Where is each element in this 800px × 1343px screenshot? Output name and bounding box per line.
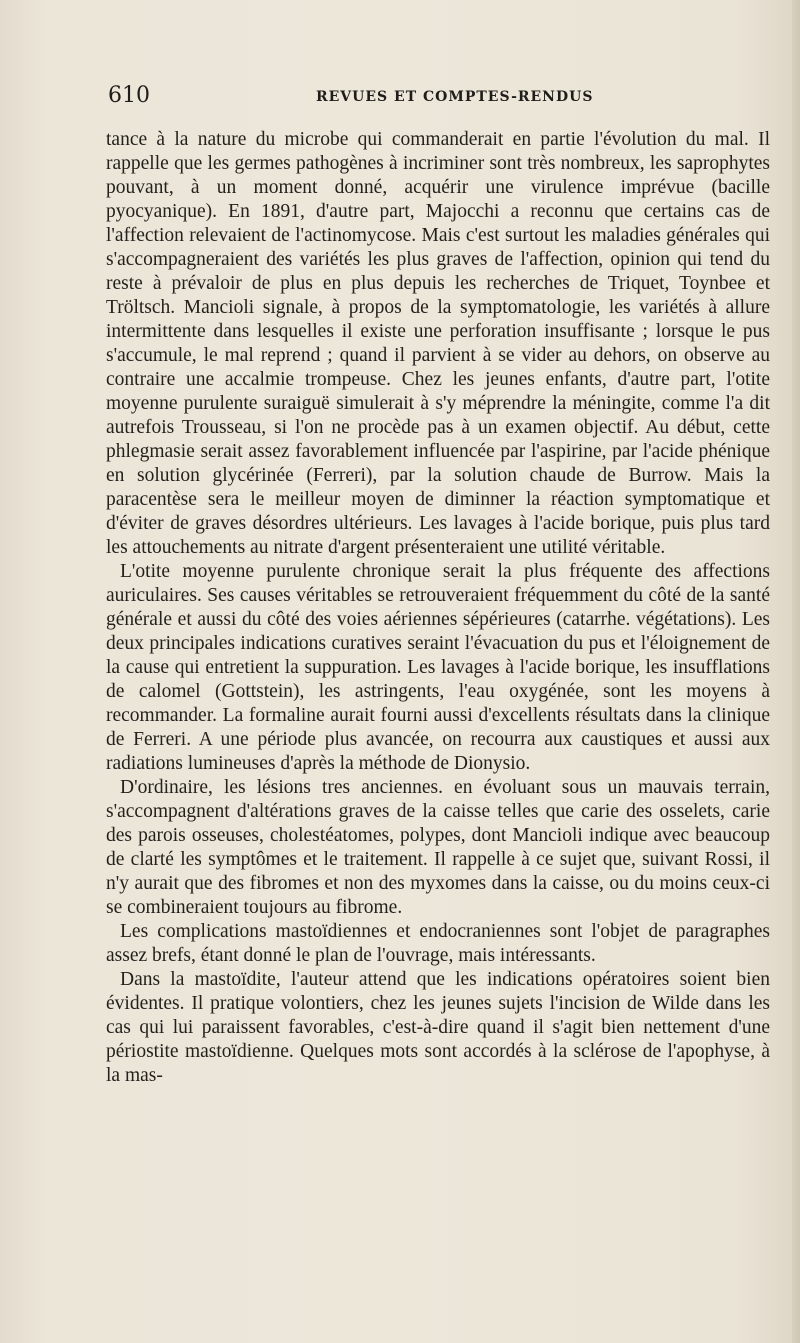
paragraph-old-lesions: D'ordinaire, les lésions tres anciennes. en évoluant sous un mauvais terrain, s'accompagnent d'altérations graves de la caisse telles que carie des osselets, carie des parois osseuses, cholestéatomes, polypes, dont Mancioli indique avec beaucoup de clarté les symptômes et le traitement. Il rappelle à ce sujet que, suivant Rossi, il n'y aurait que des fibromes et non des myxomes dans la caisse, ou du moins ceux-ci se combineraient toujours au fibrome. bbox=[106, 777, 770, 918]
page-header bbox=[108, 82, 768, 110]
page-edge bbox=[792, 0, 800, 1343]
paragraph-continuation: tance à la nature du microbe qui commanderait en partie l'évolution du mal. Il rappelle que les germes pathogènes à incriminer sont très nombreux, les saprophytes pouvant, à un moment donné, acquérir une virulence imprévue (bacille pyocyanique). En 1891, d'autre part, Majocchi a reconnu que certains cas de l'affection relevaient de l'actinomycose. Mais c'est surtout les maladies générales qui s'accompagneraient des variétés les plus graves de l'affection, opinion qui tend du reste à prévaloir de plus en plus depuis les recherches de Triquet, Toynbee et Tröltsch. Mancioli signale, à propos de la symptomatologie, les variétés à allure intermittente dans lesquelles il existe une perforation insuffisante ; lorsque le pus s'accumule, le mal reprend ; quand il parvient à se vider au dehors, on observe au contraire une accalmie trompeuse. Chez les jeunes enfants, d'autre part, l'otite moyenne purulente suraiguë simulerait à s'y méprendre la méningite, comme l'a dit autrefois Trousseau, si l'on ne procède pas à un examen objectif. Au début, cette phlegmasie serait assez favorablement influencée par l'aspirine, par l'acide phénique en solution glycérinée (Ferreri), par la solution chaude de Burrow. Mais la paracentèse sera le meilleur moyen de diminner la réaction symptomatique et d'éviter de graves désordres ultérieurs. Les lavages à l'acide borique, puis plus tard les attouchements au nitrate d'argent présenteraient une utilité véritable. bbox=[106, 129, 770, 558]
paragraph-complications: Les complications mastoïdiennes et endocraniennes sont l'objet de paragraphes assez brefs, étant donné le plan de l'ouvrage, mais intéressants. bbox=[106, 921, 770, 966]
running-title: REVUES ET COMPTES-RENDUS bbox=[316, 89, 594, 105]
paragraph-chronic-otitis: L'otite moyenne purulente chronique serait la plus fréquente des affections auriculaires. Ses causes véritables se retrouveraient fréquemment du côté de la santé générale et aussi du côté des voies aériennes sépérieures (catarrhe. végétations). Les deux principales indications curatives seraint l'évacuation du pus et l'éloignement de la cause qui entretient la suppuration. Les lavages à l'acide borique, les insufflations de calomel (Gottstein), les astringents, l'eau oxygénée, sont les moyens à recommander. La formaline aurait fourni aussi d'excellents résultats dans la clinique de Ferreri. A une période plus avancée, on recourra aux caustiques et aussi aux radiations lumineuses d'après la méthode de Dionysio. bbox=[106, 561, 770, 774]
article-body bbox=[106, 128, 770, 1088]
page-number: 610 bbox=[108, 83, 150, 108]
paragraph-mastoiditis: Dans la mastoïdite, l'auteur attend que les indications opératoires soient bien évidentes. Il pratique volontiers, chez les jeunes sujets l'incision de Wilde dans les cas qui lui paraissent favorables, c'est-à-dire quand il s'agit bien nettement d'une périostite mastoïdienne. Quelques mots sont accordés à la sclérose de l'apophyse, à la mas- bbox=[106, 969, 770, 1086]
